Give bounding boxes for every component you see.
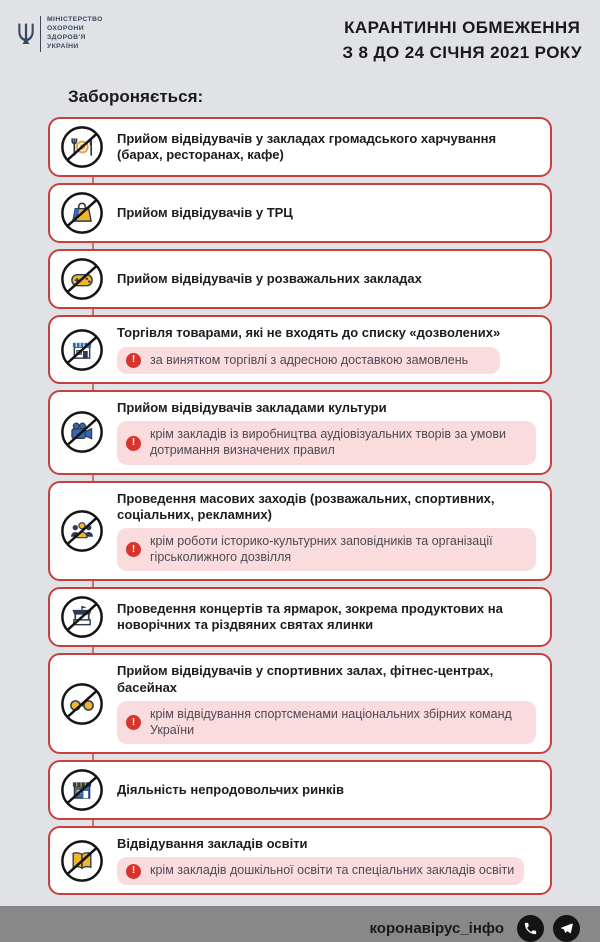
- mall-prohibited-icon: [59, 190, 105, 236]
- exception-note: [117, 528, 536, 571]
- card-body: [117, 128, 536, 167]
- exclamation-icon: !: [126, 542, 141, 557]
- page-title: [342, 16, 584, 65]
- exception-note: [117, 857, 524, 885]
- footer: [0, 895, 600, 942]
- ministry-logo: [18, 16, 103, 52]
- header: [0, 0, 600, 65]
- restriction-title: Торгівля товарами, які не входять до списку «дозволених»: [117, 325, 501, 341]
- ministry-name-line: ОХОРОНИ: [47, 25, 84, 33]
- page-title-line1: КАРАНТИННІ ОБМЕЖЕННЯ: [344, 18, 581, 37]
- exception-text: крім відвідування спортсменами національних збірних команд України: [150, 706, 512, 737]
- card-body: [117, 598, 536, 637]
- restriction-title: Проведення концертів та ярмарок, зокрема продуктових на новорічних та різдвяних святах ялинки: [117, 601, 503, 633]
- gyms-prohibited-icon: [59, 681, 105, 727]
- restriction-title: Прийом відвідувачів у спортивних залах, фітнес-центрах, басейнах: [117, 663, 494, 695]
- exclamation-icon: !: [126, 864, 141, 879]
- ministry-name-line: МІНІСТЕРСТВО: [47, 16, 103, 24]
- card-body: [117, 397, 536, 468]
- exception-note: [117, 347, 500, 375]
- restrictions-list: [0, 117, 600, 895]
- entertainment-prohibited-icon: [59, 256, 105, 302]
- restriction-card: [48, 653, 552, 754]
- exclamation-icon: !: [126, 436, 141, 451]
- restriction-title: Проведення масових заходів (розважальних, спортивних, соціальних, рекламних): [117, 490, 495, 522]
- restriction-card: [48, 183, 552, 243]
- card-body: [117, 268, 422, 290]
- viber-icon[interactable]: [517, 915, 544, 942]
- restriction-title: Відвідування закладів освіти: [117, 836, 308, 852]
- trident-icon: [18, 21, 34, 47]
- card-body: [117, 322, 500, 377]
- card-body: [117, 202, 293, 224]
- mass-events-prohibited-icon: [59, 508, 105, 554]
- card-body: [117, 779, 344, 801]
- culture-prohibited-icon: [59, 409, 105, 455]
- card-body: [117, 833, 524, 888]
- exception-note: [117, 421, 536, 464]
- restriction-title: Прийом відвідувачів у розважальних закладах: [117, 271, 422, 287]
- exception-text: за винятком торгівлі з адресною доставкою замовлень: [150, 352, 469, 367]
- concerts-prohibited-icon: [59, 594, 105, 640]
- markets-prohibited-icon: [59, 767, 105, 813]
- restriction-title: Прийом відвідувачів у ТРЦ: [117, 205, 293, 221]
- card-body: [117, 488, 536, 575]
- restriction-title: Прийом відвідувачів закладами культури: [117, 400, 387, 416]
- section-heading: Забороняється:: [68, 87, 204, 107]
- social-handle: коронавірус_інфо: [369, 920, 504, 938]
- restriction-card: [48, 117, 552, 177]
- restriction-card: [48, 826, 552, 895]
- education-prohibited-icon: [59, 838, 105, 884]
- trade-prohibited-icon: [59, 327, 105, 373]
- ministry-name-line: ЗДОРОВ'Я: [47, 34, 86, 41]
- exclamation-icon: !: [126, 353, 141, 368]
- ministry-name-line: УКРАЇНИ: [47, 42, 79, 50]
- restriction-title: Діяльність непродовольчих ринків: [117, 782, 345, 798]
- exception-text: крім роботи історико-культурних заповідників та організації гірськолижного дозвілля: [150, 534, 493, 564]
- restriction-card: [48, 760, 552, 820]
- exclamation-icon: !: [126, 715, 141, 730]
- exception-text: крім закладів із виробництва аудіовізуальних творів за умови дотримання визначених правил: [150, 427, 506, 458]
- telegram-icon[interactable]: [553, 915, 580, 942]
- restriction-card: [48, 587, 552, 647]
- logo-divider: [40, 16, 41, 52]
- restriction-card: [48, 249, 552, 309]
- restriction-card: [48, 315, 552, 384]
- dining-prohibited-icon: [59, 124, 105, 170]
- exception-note: [117, 701, 536, 744]
- ministry-name: [47, 16, 103, 51]
- page-title-line2: З 8 ДО 24 СІЧНЯ 2021 РОКУ: [342, 42, 582, 62]
- restriction-title: Прийом відвідувачів у закладах громадського харчування (барах, ресторанах, кафе): [117, 131, 497, 163]
- card-body: [117, 660, 536, 747]
- restriction-card: [48, 390, 552, 475]
- exception-text: крім закладів дошкільної освіти та спеціальних закладів освіти: [150, 863, 515, 878]
- restriction-card: [48, 481, 552, 582]
